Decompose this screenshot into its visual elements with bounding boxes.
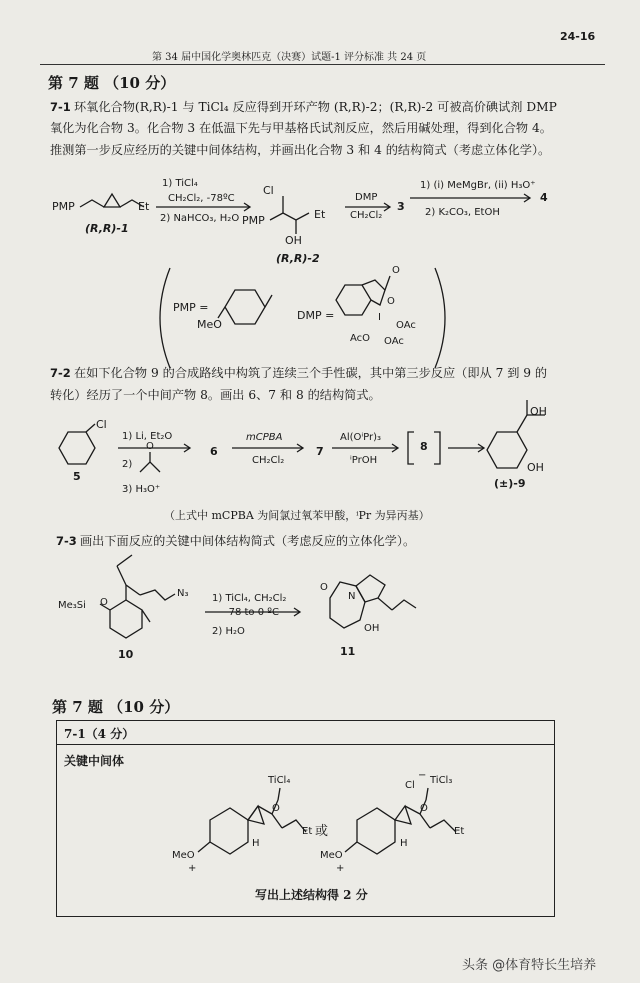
q72-line1: 在如下化合物 9 的合成路线中构筑了连续三个手性碳，其中第三步反应（即从 7 到 9 的 [74,366,548,380]
ans2-et: Et [454,826,465,837]
ans2-h: H [400,838,408,849]
legend-pmp: PMP = [173,301,209,314]
s2-mcpba: mCPBA [246,432,283,443]
ans2-cyclopropane [395,806,411,824]
s2-cond1: DMP [355,192,378,203]
legend-i: I [378,312,381,323]
legend-o1: O [392,265,400,276]
q71-line2: 氧化为化合物 3。化合物 3 在低温下先与甲基格氏试剂反应，然后用碱处理，得到化合物 4。 [50,121,552,135]
s2-al: Al(OⁱPr)₃ [340,432,382,443]
ans1-plus: + [188,863,197,874]
cpd9-oh1: OH [530,405,547,418]
ans2-o: O [420,803,428,814]
answer-score: 写出上述结构得 2 分 [255,888,368,902]
question-title: 第 7 题 （10 分） [48,74,176,92]
page-number: 24-16 [560,30,596,43]
answer-title: 第 7 题 （10 分） [52,698,180,716]
q71-line3: 推测第一步反应经历的关键中间体结构，并画出化合物 3 和 4 的结构简式（考虑立体化学）。 [50,143,551,157]
cpd11-o: O [320,582,328,593]
ans2-cl: Cl [405,780,415,791]
ans1-meo: MeO [172,850,195,861]
cpd2-cl: Cl [263,184,274,197]
ans2-minus: − [418,770,427,781]
q71-label: 7-1 [50,100,71,114]
cpd10-o: O [100,597,108,608]
q71-line1: 环氧化合物(R,R)-1 与 TiCl₄ 反应得到开环产物 (R,R)-2；(R,R)-2 可被高价碘试剂 DMP [74,100,557,114]
legend-oac2: OAc [384,336,404,347]
legend-oac1: OAc [396,320,416,331]
cpd3-label: 3 [397,200,405,213]
cpd1-label: (R,R)-1 [85,222,129,235]
ans2-plus: + [336,863,345,874]
ans1-o: O [272,803,280,814]
cpd1-pmp: PMP [52,200,75,213]
legend-aco: AcO [350,333,371,344]
cpd4-label: 4 [540,191,548,204]
s2-ketone-o: O [146,441,154,452]
s2-c1: 1) Li, Et₂O [122,431,173,442]
s3-cond2: 2) K₂CO₃, EtOH [425,207,500,218]
cpd11-label: 11 [340,645,356,658]
legend-dmp: DMP = [297,309,335,322]
s2-ch2cl2: CH₂Cl₂ [252,455,285,466]
q73-line1: 画出下面反应的关键中间体结构简式（考虑反应的立体化学）。 [80,534,416,548]
q73-label: 7-3 [56,534,77,548]
cpd8-label: 8 [420,440,428,453]
s1-cond1: 1) TiCl₄ [162,178,198,189]
cpd2-oh: OH [285,234,302,247]
answer-or: 或 [315,824,329,839]
watermark: 头条 @体育特长生培养 [462,958,597,973]
s2-cond2: CH₂Cl₂ [350,210,383,221]
cpd5-label: 5 [73,470,81,483]
ans1-ticl4: TiCl₄ [268,775,291,786]
running-title: 第 34 届中国化学奥林匹克（决赛）试题-1 评分标准 共 24 页 [152,52,427,63]
legend-o2: O [387,296,395,307]
cpd10-n3: N₃ [177,588,189,599]
cpd11-n: N [348,591,356,602]
s2-c3: 3) H₃O⁺ [122,484,161,495]
s1-cond2: CH₂Cl₂, -78ºC [168,193,235,204]
answer-key-label: 关键中间体 [64,754,125,768]
cpd10-label: 10 [118,648,134,661]
ans2-meo: MeO [320,850,343,861]
legend-meo: MeO [197,318,222,331]
cpd2-pmp: PMP [242,214,265,227]
s3-c2: -78 to 0 ºC [225,607,279,618]
ans2-ring [357,808,395,854]
s1-cond3: 2) NaHCO₃, H₂O [160,213,240,224]
cpd6-label: 6 [210,445,218,458]
cpd2-et: Et [314,208,326,221]
q72-line2: 转化）经历了一个中间产物 8。画出 6、7 和 8 的结构简式。 [50,388,381,402]
cpd1-et: Et [138,200,150,213]
q72-label: 7-2 [50,366,71,380]
cpd5-cl: Cl [96,418,107,431]
s2-iproh: ⁱPrOH [350,455,378,466]
cpd9-label: (±)-9 [494,477,526,490]
ans2-ticl3: TiCl₃ [430,775,453,786]
cpd10-me3si: Me₃Si [58,600,86,611]
answer-sub-label: 7-1（4 分） [64,727,135,741]
cpd9-oh2: OH [527,461,544,474]
scheme2-note: （上式中 mCPBA 为间氯过氧苯甲酸，ⁱPr 为异丙基） [164,509,430,522]
s3-c3: 2) H₂O [212,626,245,637]
cpd7-label: 7 [316,445,324,458]
s2-c2: 2) [122,459,133,470]
s3-cond1: 1) (i) MeMgBr, (ii) H₃O⁺ [420,180,536,191]
s3-c1: 1) TiCl₄, CH₂Cl₂ [212,593,287,604]
cpd2-label: (R,R)-2 [276,252,320,265]
ans1-ring [210,808,248,854]
cpd11-oh: OH [364,623,380,634]
ans1-h: H [252,838,260,849]
ans1-et: Et [302,826,313,837]
